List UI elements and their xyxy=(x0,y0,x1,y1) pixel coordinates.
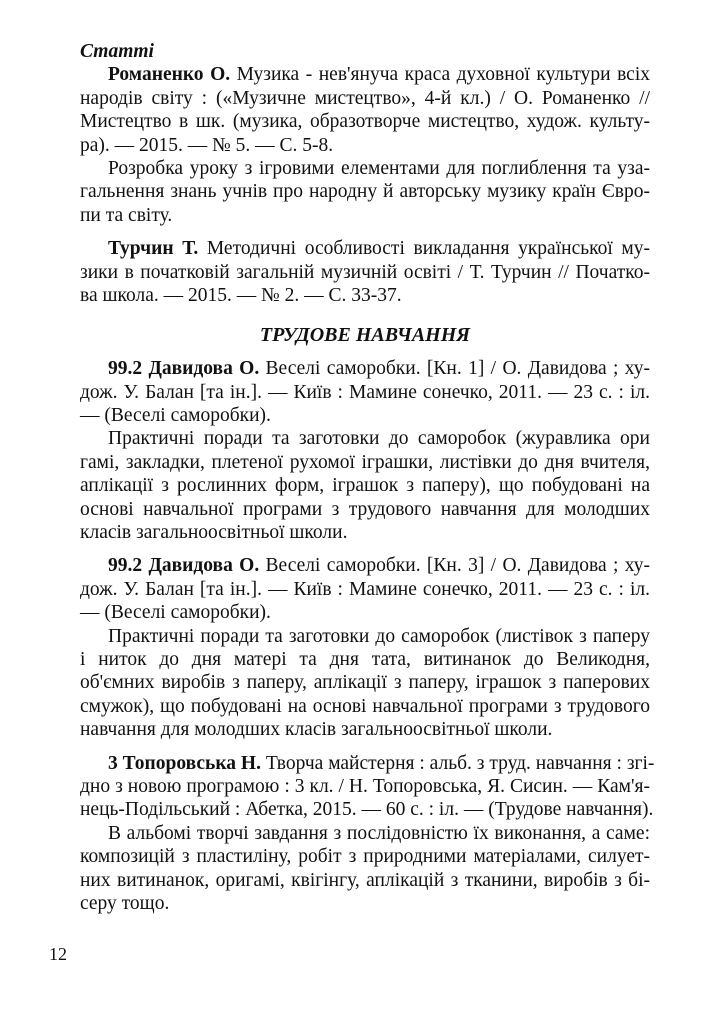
annotation-line: композицій з пластиліну, робіт з природними матеріалами, силует- xyxy=(80,846,650,868)
annotation-line: гальнення знань учнів про народну й авторську музику країн Євро- xyxy=(80,181,650,203)
annotation-line: основі навчальної програми з трудового навчання для молодших xyxy=(80,498,650,520)
entry-author: 99.2 Давидова О. xyxy=(108,358,260,380)
entry-author: 3 Топоровська Н. xyxy=(108,752,261,774)
section-heading: ТРУДОВЕ НАВЧАННЯ xyxy=(259,324,471,347)
annotation-line: В альбомі творчі завдання з послідовністю їх виконання, а саме: xyxy=(108,822,650,844)
entry-line: дож. У. Балан [та ін.]. — Київ : Мамине сонечко, 2011. — 23 с. : іл. xyxy=(80,578,650,600)
entry-line: ра). — 2015. — № 5. — С. 5-8. xyxy=(80,134,334,156)
entry-author: Турчин Т. xyxy=(108,238,199,260)
entry-romanenko-first-line: Романенко О. Музика - нев'януча краса духовної культури всіх xyxy=(108,64,650,86)
entry-line: дно з новою програмою : 3 кл. / Н. Топоровська, Я. Сисин. — Кам'я- xyxy=(80,775,650,797)
page-number: 12 xyxy=(49,944,67,964)
annotation-line: навчання для молодших класів загальноосвітньої школи. xyxy=(80,719,553,741)
annotation-line: об'ємних виробів з паперу, аплікації з паперу, іграшок з паперових xyxy=(80,672,650,694)
annotation-line: Практичні поради та заготовки до саморобок (журавлика ори xyxy=(108,428,650,450)
annotation-line: аплікації з рослинних форм, іграшок з паперу), що побудовані на xyxy=(80,475,650,497)
entry-toporovska-first-line: 3 Топоровська Н. Творча майстерня : альб. з труд. навчання : згі- xyxy=(108,752,655,774)
entry-davydova-1-first-line: 99.2 Давидова О. Веселі саморобки. [Кн. 1] / О. Давидова ; ху- xyxy=(108,358,650,380)
entry-line: ва школа. — 2015. — № 2. — С. 33-37. xyxy=(80,284,402,306)
annotation-line: них витинанок, оригамі, квігінгу, аплікацій з тканини, виробів з бі- xyxy=(80,869,650,891)
annotation-line: класів загальноосвітньої школи. xyxy=(80,522,348,544)
page-body xyxy=(80,40,655,915)
section-label: Статті xyxy=(80,41,154,62)
entry-author: 99.2 Давидова О. xyxy=(108,555,260,577)
entry-line: дож. У. Балан [та ін.]. — Київ : Мамине сонечко, 2011. — 23 с. : іл. xyxy=(80,381,650,403)
entry-line: народів світу : («Музичне мистецтво», 4-й кл.) / О. Романенко // xyxy=(80,87,650,109)
annotation-line: серу тощо. xyxy=(80,892,170,914)
annotation-line: гамі, закладки, плетеної рухомої іграшки, листівки до дня вчителя, xyxy=(80,451,650,473)
entry-line: нець-Подільський : Абетка, 2015. — 60 с. : іл. — (Трудове навчання). xyxy=(80,799,654,821)
entry-turchyn-first-line: Турчин Т. Методичні особливості викладання української му- xyxy=(108,238,650,260)
entry-line: — (Веселі саморобки). xyxy=(80,405,271,427)
annotation-line: смужок), що побудовані на основі навчальної програми з трудового xyxy=(80,695,650,717)
annotation-line: і ниток до дня матері та дня тата, витинанок до Великодня, xyxy=(80,649,650,670)
entry-line: — (Веселі саморобки). xyxy=(80,602,271,624)
entry-line: зики в початковій загальній музичній освіті / Т. Турчин // Початко- xyxy=(80,261,650,283)
annotation-line: Практичні поради та заготовки до саморобок (листівок з паперу xyxy=(108,625,650,647)
annotation-line: Розробка уроку з ігровими елементами для поглиблення та уза- xyxy=(108,157,650,179)
entry-author: Романенко О. xyxy=(108,64,231,86)
entry-davydova-3-first-line: 99.2 Давидова О. Веселі саморобки. [Кн. 3] / О. Давидова ; ху- xyxy=(108,555,650,577)
annotation-line: пи та світу. xyxy=(80,204,173,226)
entry-line: Мистецтво в шк. (музика, образотворче мистецтво, худож. культу- xyxy=(80,111,650,133)
